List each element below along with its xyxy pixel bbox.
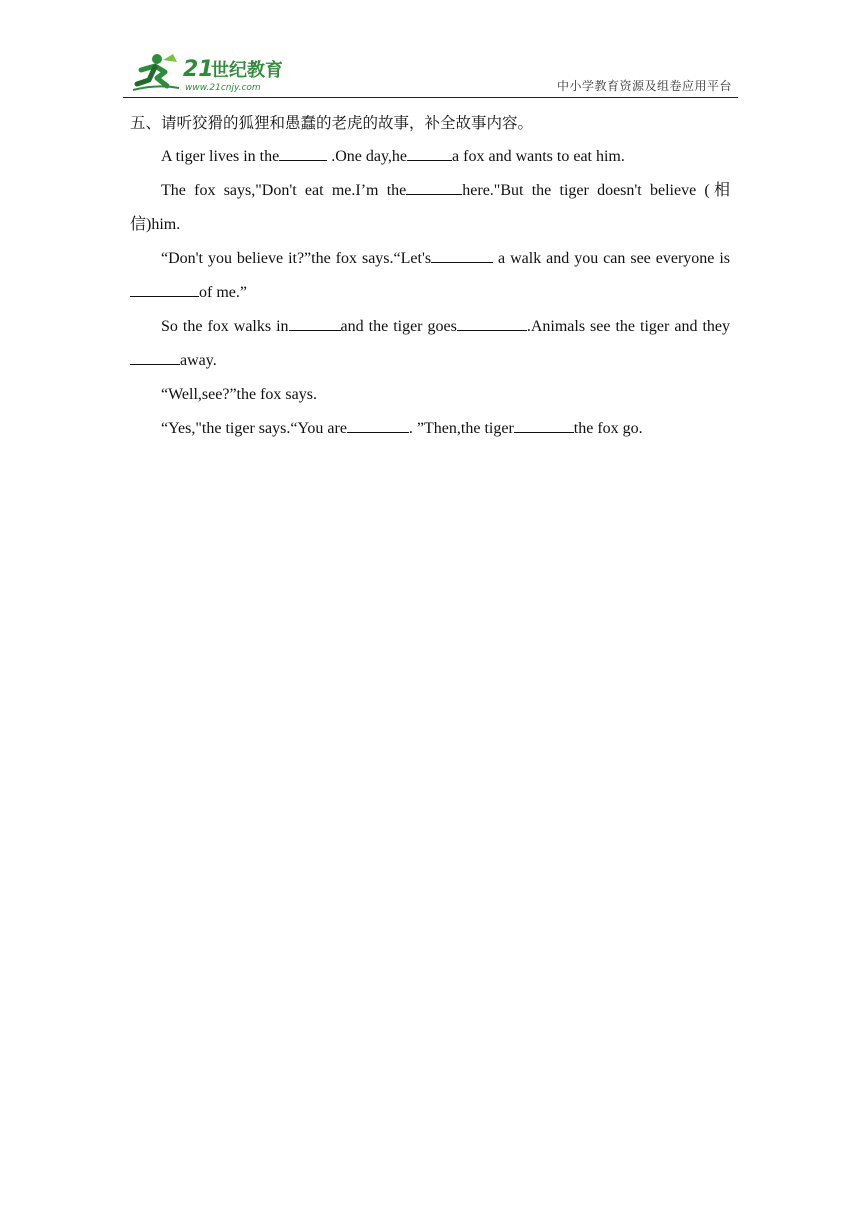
text-segment: of me.” — [199, 284, 247, 301]
story-line-3 — [130, 242, 730, 310]
logo-21cnjy — [127, 50, 307, 94]
answer-blank[interactable] — [431, 248, 493, 263]
text-segment: a walk and you can see everyone is — [493, 250, 731, 267]
exercise-section — [130, 106, 730, 446]
answer-blank[interactable] — [407, 146, 452, 161]
story-line-6 — [130, 412, 730, 446]
answer-blank[interactable] — [514, 418, 574, 433]
text-segment: A tiger lives in the — [161, 148, 280, 165]
text-segment: and the tiger goes — [340, 318, 457, 335]
platform-caption: 中小学教育资源及组卷应用平台 — [556, 79, 732, 93]
text-segment: So the fox walks in — [161, 318, 289, 335]
answer-blank[interactable] — [289, 316, 341, 331]
story-line-1 — [130, 140, 730, 174]
page-header — [123, 48, 738, 98]
story-line-2 — [130, 174, 730, 242]
text-segment: .One day,he — [327, 148, 408, 165]
text-segment: away. — [180, 352, 217, 369]
answer-blank[interactable] — [406, 180, 462, 195]
answer-blank[interactable] — [457, 316, 527, 331]
text-segment: . ”Then,the tiger — [408, 420, 514, 437]
runner-logo-icon — [127, 50, 307, 94]
text-segment: .Animals see the tiger and they — [526, 318, 731, 335]
text-segment: here."But the tiger doesn't believe (相信)him. — [130, 182, 730, 233]
text-segment: the fox go. — [573, 420, 643, 437]
answer-blank[interactable] — [130, 350, 180, 365]
story-line-5 — [130, 378, 730, 412]
svg-text:世纪教育: 世纪教育 — [211, 60, 283, 81]
text-segment: The fox says,"Don't eat me.I’m the — [161, 182, 407, 199]
answer-blank[interactable] — [347, 418, 409, 433]
text-segment: “Don't you believe it?”the fox says.“Let's — [161, 250, 432, 267]
svg-text:21: 21 — [183, 57, 214, 82]
story-line-4 — [130, 310, 730, 378]
answer-blank[interactable] — [279, 146, 327, 161]
text-segment: a fox and wants to eat him. — [452, 148, 625, 165]
text-segment: “Yes,"the tiger says.“You are — [161, 420, 347, 437]
text-segment: “Well,see?”the fox says. — [161, 386, 317, 403]
answer-blank[interactable] — [130, 282, 199, 297]
svg-text:www.21cnjy.com: www.21cnjy.com — [185, 83, 261, 93]
section-title: 五、请听狡猾的狐狸和愚蠢的老虎的故事，补全故事内容。 — [130, 114, 534, 132]
